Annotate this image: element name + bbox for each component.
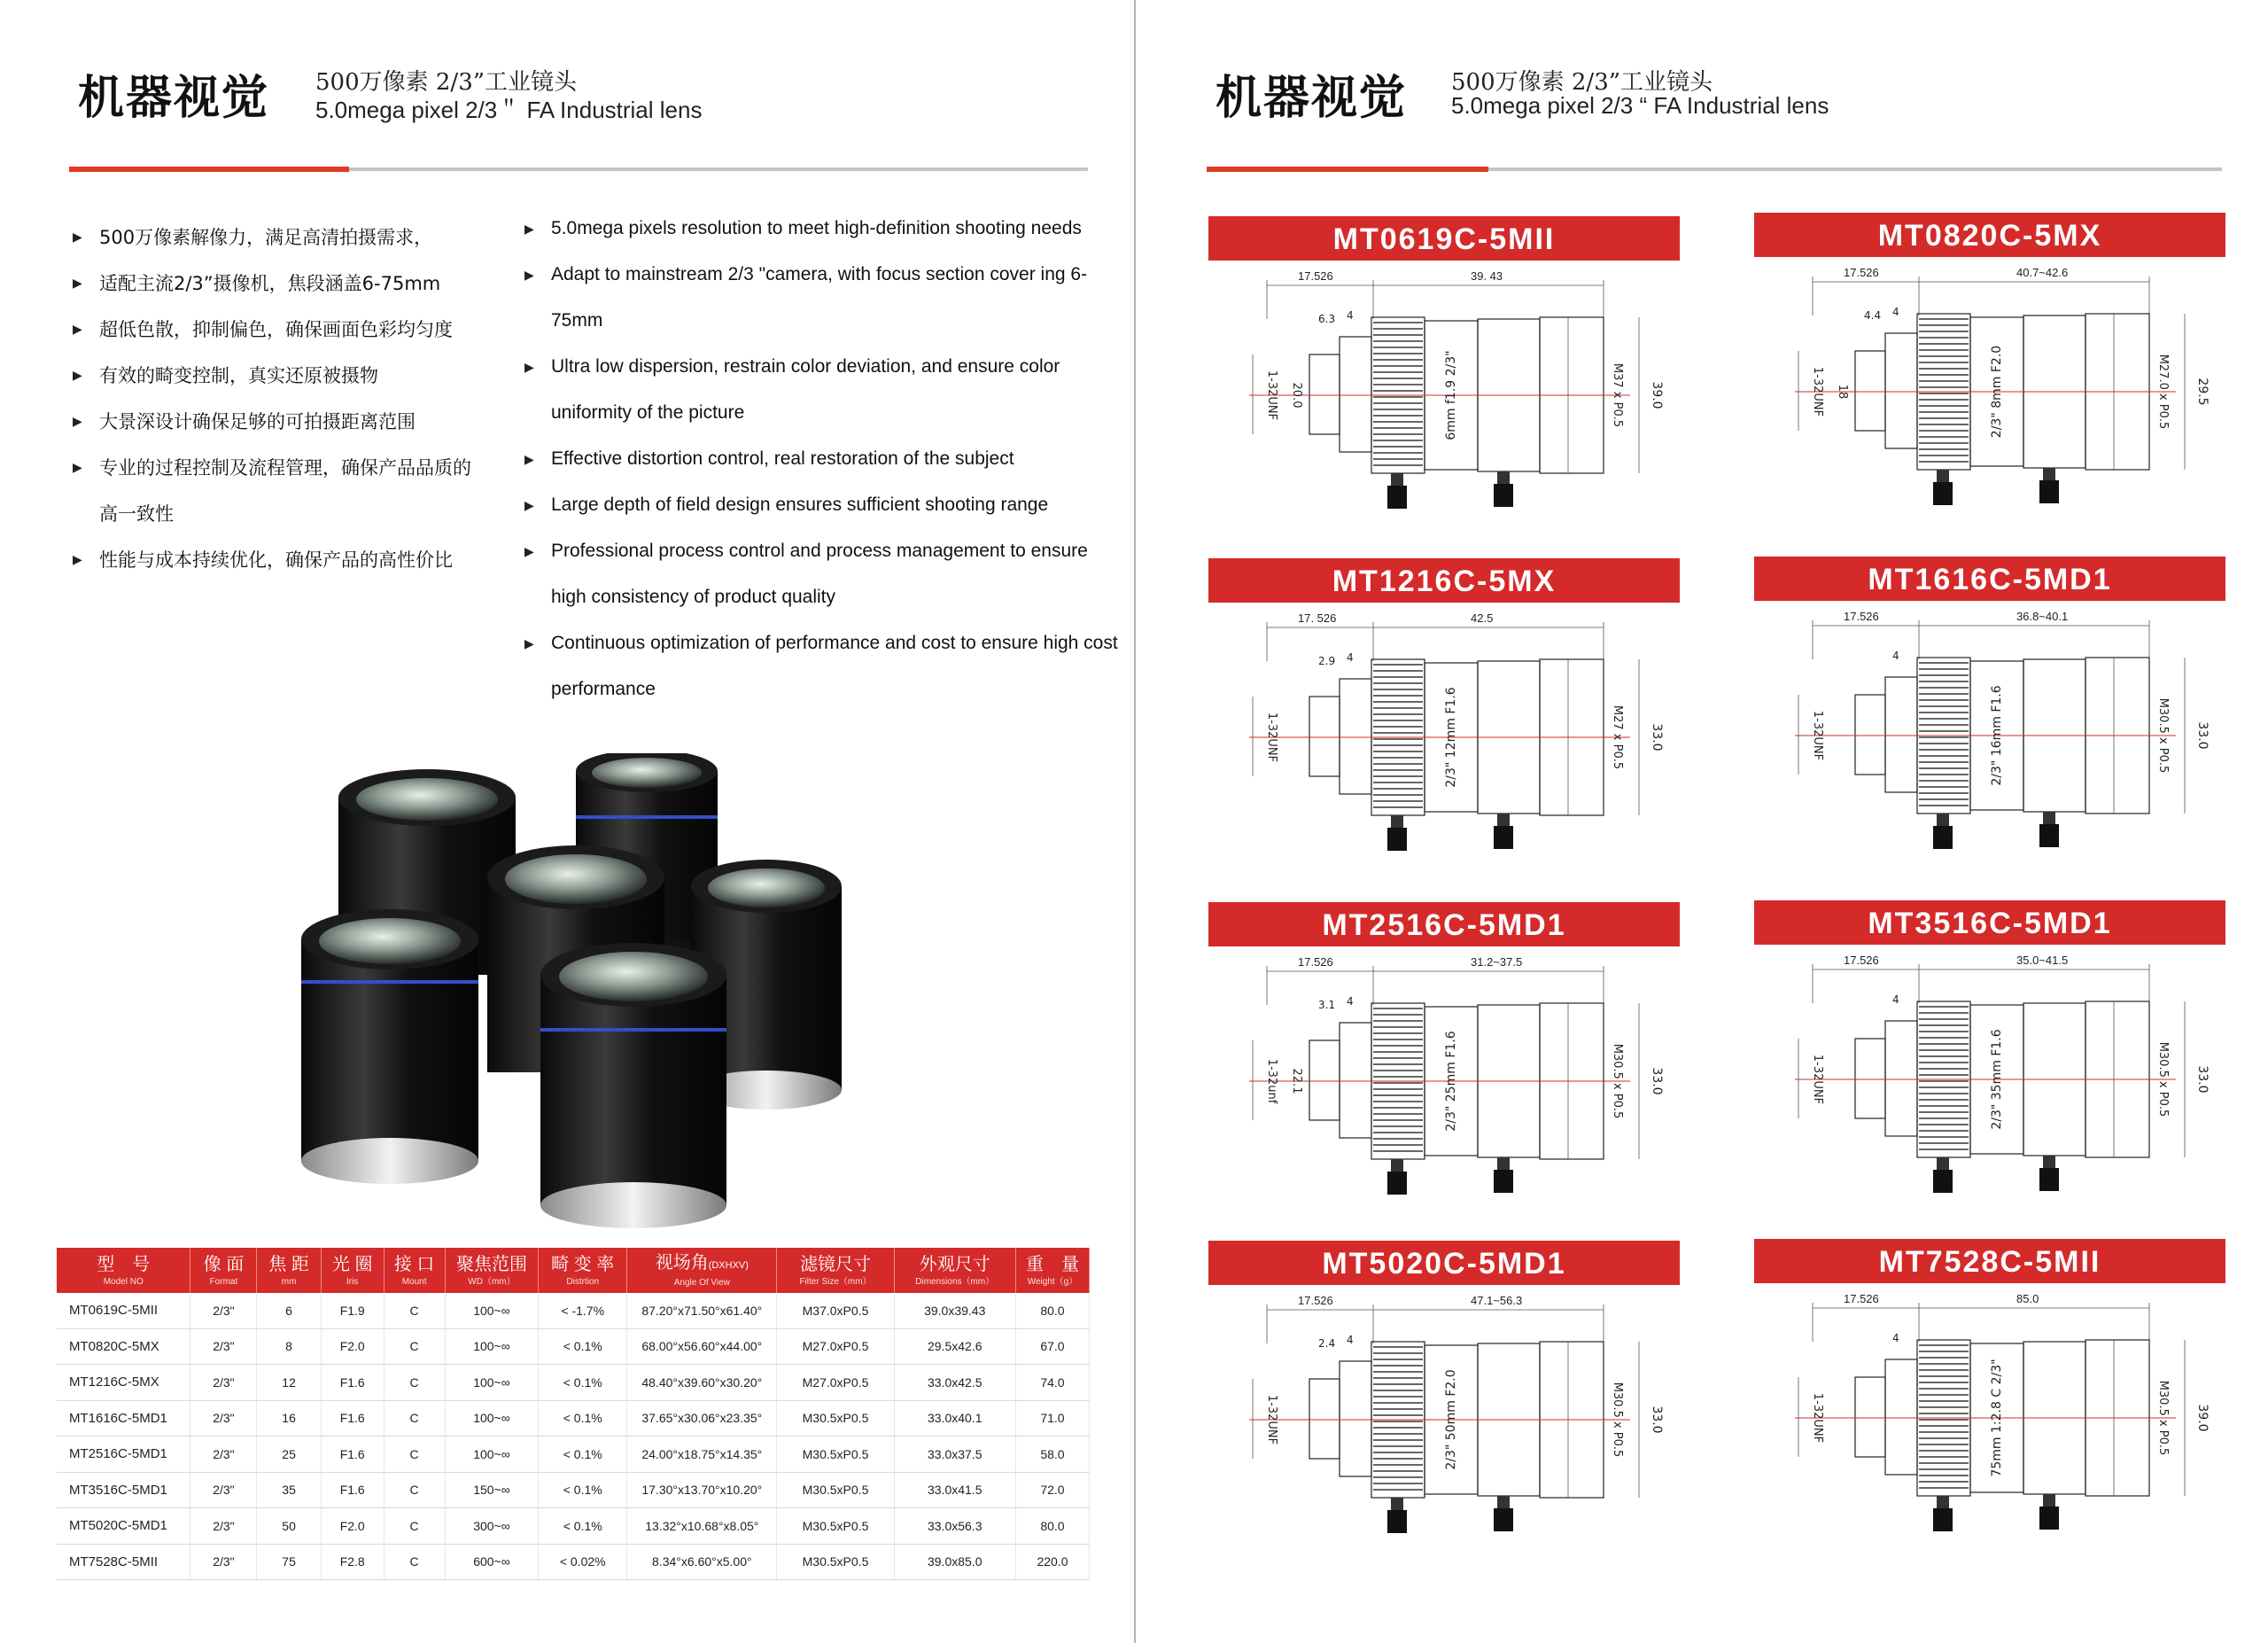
dimension-b: 36.8~40.1 — [2016, 610, 2069, 623]
table-cell: 39.0x85.0 — [894, 1544, 1015, 1580]
left-header-rule — [69, 167, 1088, 172]
dimension-b: 35.0~41.5 — [2016, 954, 2069, 967]
feature-cn-item: ▶ 专业的过程控制及流程管理，确保产品品质的高一致性 — [73, 445, 489, 537]
col-mount: 接 口 Mount — [384, 1248, 445, 1293]
dimension-d2: 4 — [1347, 1334, 1354, 1346]
table-cell: 220.0 — [1015, 1544, 1089, 1580]
spec-table-header — [57, 1248, 1090, 1293]
table-cell: 33.0x40.1 — [894, 1400, 1015, 1437]
table-cell: MT3516C-5MD1 — [57, 1472, 190, 1508]
dimension-height: 33.0 — [2195, 721, 2210, 750]
dimension-d1: 4.4 — [1864, 309, 1882, 322]
table-row — [57, 1437, 1090, 1473]
left-subtitle-cn: 500万像素 2/3”工业镜头 — [315, 69, 578, 96]
dimension-d2: 4 — [1892, 1332, 1899, 1344]
table-cell: F1.6 — [321, 1400, 384, 1437]
lens-group-photo — [284, 753, 904, 1232]
feature-cn-item: ▶ 性能与成本持续优化，确保产品的高性价比 — [73, 537, 516, 583]
bullet-triangle-icon: ▶ — [524, 636, 534, 650]
table-cell: < 0.1% — [539, 1328, 627, 1365]
thread-label: M27 x P0.5 — [1611, 705, 1624, 770]
table-cell: 2/3" — [190, 1508, 257, 1545]
model-header-mt3516c-5md1: MT3516C-5MD1 — [1754, 900, 2225, 945]
barrel-label: 2/3" 16mm F1.6 — [1990, 685, 2004, 786]
table-cell: C — [384, 1400, 445, 1437]
table-cell: M27.0xP0.5 — [777, 1328, 894, 1365]
table-cell: 100~∞ — [445, 1328, 539, 1365]
dimension-height: 33.0 — [1650, 1067, 1664, 1095]
table-cell: 33.0x37.5 — [894, 1437, 1015, 1473]
technical-drawing — [1759, 1289, 2220, 1554]
barrel-label: 75mm 1:2.8 C 2/3" — [1990, 1359, 2004, 1477]
mount-thread-label: 1-32UNF — [1811, 1392, 1824, 1444]
table-cell: 33.0x56.3 — [894, 1508, 1015, 1545]
thread-label: M30.5 x P0.5 — [1611, 1043, 1624, 1119]
mount-thread-label: 1-32UNF — [1811, 366, 1824, 417]
feature-cn-item: ▶ 适配主流2/3”摄像机，焦段涵盖6-75mm — [73, 261, 516, 307]
dimension-d2: 4 — [1347, 309, 1354, 322]
dimension-b: 31.2~37.5 — [1471, 955, 1523, 969]
mount-diameter-label: 20.0 — [1290, 382, 1303, 409]
dimension-height: 39.0 — [1650, 381, 1664, 409]
dimension-b: 42.5 — [1471, 611, 1494, 625]
dimension-d2: 4 — [1892, 993, 1899, 1006]
thread-label: M37 x P0.5 — [1611, 362, 1624, 428]
table-row — [57, 1328, 1090, 1365]
dimension-b: 47.1~56.3 — [1471, 1294, 1523, 1307]
table-cell: 2/3" — [190, 1400, 257, 1437]
table-cell: 13.32°x10.68°x8.05° — [627, 1508, 777, 1545]
right-header-rule — [1207, 167, 2222, 172]
barrel-label: 2/3" 12mm F1.6 — [1444, 687, 1458, 788]
bullet-triangle-icon: ▶ — [524, 268, 534, 282]
dimension-d2: 4 — [1347, 995, 1354, 1008]
model-header-mt1616c-5md1: MT1616C-5MD1 — [1754, 557, 2225, 601]
feature-en-item: ▶ Adapt to mainstream 2/3 "camera, with focus section cover ing 6-75mm — [524, 252, 1118, 344]
technical-drawing — [1214, 608, 1674, 874]
dimension-height: 33.0 — [1650, 1406, 1664, 1434]
table-cell: < 0.1% — [539, 1365, 627, 1401]
dimension-b: 85.0 — [2016, 1292, 2039, 1305]
dimension-a: 17.526 — [1298, 1294, 1333, 1307]
table-cell: 2/3" — [190, 1544, 257, 1580]
bullet-triangle-icon: ▶ — [524, 222, 534, 236]
table-cell: F2.0 — [321, 1508, 384, 1545]
thread-label: M30.5 x P0.5 — [2156, 1380, 2170, 1456]
table-cell: 33.0x42.5 — [894, 1365, 1015, 1401]
dimension-d2: 4 — [1892, 306, 1899, 318]
mount-thread-label: 1-32UNF — [1265, 1394, 1278, 1445]
bullet-triangle-icon: ▶ — [73, 276, 82, 291]
barrel-label: 2/3" 35mm F1.6 — [1990, 1029, 2004, 1130]
feature-en-item: ▶ Effective distortion control, real restoration of the subject — [524, 436, 1118, 482]
col-focal: 焦 距 mm — [257, 1248, 321, 1293]
thread-label: M27.0 x P0.5 — [2156, 354, 2170, 430]
col-model: 型 号 Model NO — [57, 1248, 190, 1293]
table-cell: 87.20°x71.50°x61.40° — [627, 1293, 777, 1328]
dimension-height: 29.5 — [2195, 378, 2210, 406]
model-header-mt0619c-5mii: MT0619C-5MII — [1208, 216, 1680, 261]
feature-en-item: ▶ Large depth of field design ensures sufficient shooting range — [524, 482, 1118, 528]
col-dimensions: 外观尺寸 Dimensions（mm） — [894, 1248, 1015, 1293]
feature-en-item: ▶ Ultra low dispersion, restrain color deviation, and ensure color uniformity of the picture — [524, 344, 1118, 436]
table-cell: 50 — [257, 1508, 321, 1545]
table-cell: 17.30°x13.70°x10.20° — [627, 1472, 777, 1508]
features-en-list — [524, 206, 1118, 712]
table-cell: 2/3" — [190, 1437, 257, 1473]
table-cell: F1.6 — [321, 1472, 384, 1508]
table-cell: C — [384, 1472, 445, 1508]
table-row — [57, 1365, 1090, 1401]
model-header-mt7528c-5mii: MT7528C-5MII — [1754, 1239, 2225, 1283]
table-row — [57, 1472, 1090, 1508]
technical-drawing — [1759, 950, 2220, 1216]
technical-drawing — [1759, 262, 2220, 528]
right-subtitle-en: 5.0mega pixel 2/3 “ FA Industrial lens — [1451, 92, 1829, 119]
table-cell: F2.0 — [321, 1328, 384, 1365]
table-cell: 68.00°x56.60°x44.00° — [627, 1328, 777, 1365]
table-cell: MT1616C-5MD1 — [57, 1400, 190, 1437]
bullet-triangle-icon: ▶ — [73, 369, 82, 383]
dimension-d2: 4 — [1892, 650, 1899, 662]
bullet-triangle-icon: ▶ — [524, 452, 534, 466]
table-cell: 100~∞ — [445, 1400, 539, 1437]
table-cell: 72.0 — [1015, 1472, 1089, 1508]
table-cell: 600~∞ — [445, 1544, 539, 1580]
dimension-height: 33.0 — [1650, 723, 1664, 751]
table-cell: 150~∞ — [445, 1472, 539, 1508]
table-cell: MT0619C-5MII — [57, 1293, 190, 1328]
thread-label: M30.5 x P0.5 — [2156, 1041, 2170, 1117]
table-row — [57, 1508, 1090, 1545]
feature-en-item: ▶ Professional process control and process management to ensure high consistency of product quality — [524, 528, 1118, 620]
table-cell: 58.0 — [1015, 1437, 1089, 1473]
table-cell: 80.0 — [1015, 1508, 1089, 1545]
dimension-a: 17.526 — [1844, 610, 1879, 623]
thread-label: M30.5 x P0.5 — [1611, 1382, 1624, 1458]
table-cell: F1.6 — [321, 1365, 384, 1401]
bullet-triangle-icon: ▶ — [73, 461, 82, 475]
table-cell: C — [384, 1293, 445, 1328]
table-cell: 67.0 — [1015, 1328, 1089, 1365]
table-cell: M30.5xP0.5 — [777, 1472, 894, 1508]
table-cell: 300~∞ — [445, 1508, 539, 1545]
table-cell: 75 — [257, 1544, 321, 1580]
dimension-a: 17. 526 — [1298, 611, 1337, 625]
table-cell: 8 — [257, 1328, 321, 1365]
dimension-d1: 2.4 — [1318, 1337, 1336, 1350]
table-cell: MT1216C-5MX — [57, 1365, 190, 1401]
dimension-b: 39. 43 — [1471, 269, 1503, 283]
table-cell: < 0.1% — [539, 1472, 627, 1508]
features-cn-list — [73, 214, 516, 583]
technical-drawing — [1759, 606, 2220, 872]
table-cell: 37.65°x30.06°x23.35° — [627, 1400, 777, 1437]
col-wd: 聚焦范围 WD（mm） — [445, 1248, 539, 1293]
table-row — [57, 1293, 1090, 1328]
dimension-height: 33.0 — [2195, 1065, 2210, 1094]
barrel-label: 2/3" 25mm F1.6 — [1444, 1031, 1458, 1132]
table-cell: 35 — [257, 1472, 321, 1508]
table-cell: 71.0 — [1015, 1400, 1089, 1437]
table-cell: M27.0xP0.5 — [777, 1365, 894, 1401]
bullet-triangle-icon: ▶ — [73, 323, 82, 337]
mount-thread-label: 1-32UNF — [1265, 712, 1278, 763]
table-cell: C — [384, 1328, 445, 1365]
table-cell: < -1.7% — [539, 1293, 627, 1328]
table-cell: < 0.02% — [539, 1544, 627, 1580]
table-cell: 2/3" — [190, 1472, 257, 1508]
mount-thread-label: 1-32UNF — [1265, 370, 1278, 421]
left-page-title: 机器视觉 — [78, 72, 270, 125]
barrel-label: 2/3" 50mm F2.0 — [1444, 1369, 1458, 1470]
dimension-a: 17.526 — [1844, 266, 1879, 279]
lens-front-center — [540, 943, 726, 1228]
model-header-mt5020c-5md1: MT5020C-5MD1 — [1208, 1241, 1680, 1285]
table-cell: F2.8 — [321, 1544, 384, 1580]
bullet-triangle-icon: ▶ — [524, 498, 534, 512]
feature-cn-item: ▶ 大景深设计确保足够的可拍摄距离范围 — [73, 399, 516, 445]
bullet-triangle-icon: ▶ — [524, 360, 534, 374]
table-cell: 100~∞ — [445, 1437, 539, 1473]
table-cell: M37.0xP0.5 — [777, 1293, 894, 1328]
dimension-d1: 2.9 — [1318, 655, 1336, 667]
table-cell: 12 — [257, 1365, 321, 1401]
spec-table — [57, 1248, 1090, 1580]
table-cell: 2/3" — [190, 1365, 257, 1401]
model-header-mt1216c-5mx: MT1216C-5MX — [1208, 558, 1680, 603]
dimension-a: 17.526 — [1298, 955, 1333, 969]
bullet-triangle-icon: ▶ — [73, 415, 82, 429]
table-cell: 33.0x41.5 — [894, 1472, 1015, 1508]
barrel-label: 2/3" 8mm F2.0 — [1990, 345, 2004, 439]
right-subtitle-cn: 500万像素 2/3”工业镜头 — [1451, 69, 1713, 96]
mount-thread-label: 1-32unf — [1265, 1058, 1278, 1104]
table-cell: M30.5xP0.5 — [777, 1400, 894, 1437]
dimension-a: 17.526 — [1298, 269, 1333, 283]
dimension-height: 39.0 — [2195, 1404, 2210, 1432]
dimension-a: 17.526 — [1844, 954, 1879, 967]
table-cell: 74.0 — [1015, 1365, 1089, 1401]
table-cell: 80.0 — [1015, 1293, 1089, 1328]
dimension-d1: 3.1 — [1318, 999, 1336, 1011]
table-cell: 25 — [257, 1437, 321, 1473]
feature-cn-item: ▶ 500万像素解像力，满足高清拍摄需求， — [73, 214, 516, 261]
dimension-b: 40.7~42.6 — [2016, 266, 2069, 279]
table-cell: C — [384, 1365, 445, 1401]
model-header-mt0820c-5mx: MT0820C-5MX — [1754, 213, 2225, 257]
feature-en-item: ▶ 5.0mega pixels resolution to meet high-definition shooting needs — [524, 206, 1118, 252]
table-cell: F1.9 — [321, 1293, 384, 1328]
table-row — [57, 1400, 1090, 1437]
thread-label: M30.5 x P0.5 — [2156, 697, 2170, 774]
mount-diameter-label: 22.1 — [1290, 1068, 1303, 1094]
table-cell: 24.00°x18.75°x14.35° — [627, 1437, 777, 1473]
lens-front-left — [301, 909, 478, 1184]
table-cell: 48.40°x39.60°x30.20° — [627, 1365, 777, 1401]
page-divider — [1134, 0, 1136, 1643]
dimension-d2: 4 — [1347, 651, 1354, 664]
table-cell: MT5020C-5MD1 — [57, 1508, 190, 1545]
table-cell: F1.6 — [321, 1437, 384, 1473]
table-cell: 100~∞ — [445, 1293, 539, 1328]
feature-cn-item: ▶ 超低色散，抑制偏色，确保画面色彩均匀度 — [73, 307, 516, 353]
model-header-mt2516c-5md1: MT2516C-5MD1 — [1208, 902, 1680, 946]
table-cell: 2/3" — [190, 1328, 257, 1365]
col-filter: 滤镜尺寸 Filter Size（mm） — [777, 1248, 894, 1293]
table-cell: MT7528C-5MII — [57, 1544, 190, 1580]
table-cell: MT2516C-5MD1 — [57, 1437, 190, 1473]
technical-drawing — [1214, 266, 1674, 532]
right-page-title: 机器视觉 — [1216, 72, 1408, 125]
table-cell: MT0820C-5MX — [57, 1328, 190, 1365]
bullet-triangle-icon: ▶ — [524, 544, 534, 558]
col-iris: 光 圈 Iris — [321, 1248, 384, 1293]
mount-thread-label: 1-32UNF — [1811, 1054, 1824, 1105]
table-cell: 39.0x39.43 — [894, 1293, 1015, 1328]
table-cell: < 0.1% — [539, 1400, 627, 1437]
mount-diameter-label: 18 — [1836, 384, 1849, 400]
dimension-a: 17.526 — [1844, 1292, 1879, 1305]
feature-en-item: ▶ Continuous optimization of performance and cost to ensure high cost performance — [524, 620, 1118, 712]
feature-cn-item: ▶ 有效的畸变控制，真实还原被摄物 — [73, 353, 516, 399]
table-cell: C — [384, 1544, 445, 1580]
table-cell: < 0.1% — [539, 1437, 627, 1473]
table-cell: M30.5xP0.5 — [777, 1437, 894, 1473]
barrel-label: 6mm f1.9 2/3" — [1444, 350, 1458, 440]
table-cell: 16 — [257, 1400, 321, 1437]
table-cell: < 0.1% — [539, 1508, 627, 1545]
table-cell: 6 — [257, 1293, 321, 1328]
table-cell: C — [384, 1508, 445, 1545]
mount-thread-label: 1-32UNF — [1811, 710, 1824, 761]
table-cell: 8.34°x6.60°x5.00° — [627, 1544, 777, 1580]
table-cell: 100~∞ — [445, 1365, 539, 1401]
col-distortion: 畸 变 率 Distrtion — [539, 1248, 627, 1293]
table-cell: 29.5x42.6 — [894, 1328, 1015, 1365]
table-cell: 2/3" — [190, 1293, 257, 1328]
technical-drawing — [1214, 952, 1674, 1218]
col-aov: 视场角(DXHXV) Angle Of View — [627, 1248, 777, 1293]
left-subtitle-en: 5.0mega pixel 2/3＂ FA Industrial lens — [315, 97, 703, 123]
bullet-triangle-icon: ▶ — [73, 230, 82, 245]
table-row — [57, 1544, 1090, 1580]
dimension-d1: 6.3 — [1318, 313, 1336, 325]
col-weight: 重 量 Weight（g） — [1015, 1248, 1089, 1293]
technical-drawing — [1214, 1290, 1674, 1556]
col-format: 像 面 Format — [190, 1248, 257, 1293]
bullet-triangle-icon: ▶ — [73, 553, 82, 567]
table-cell: M30.5xP0.5 — [777, 1544, 894, 1580]
table-cell: C — [384, 1437, 445, 1473]
table-cell: M30.5xP0.5 — [777, 1508, 894, 1545]
